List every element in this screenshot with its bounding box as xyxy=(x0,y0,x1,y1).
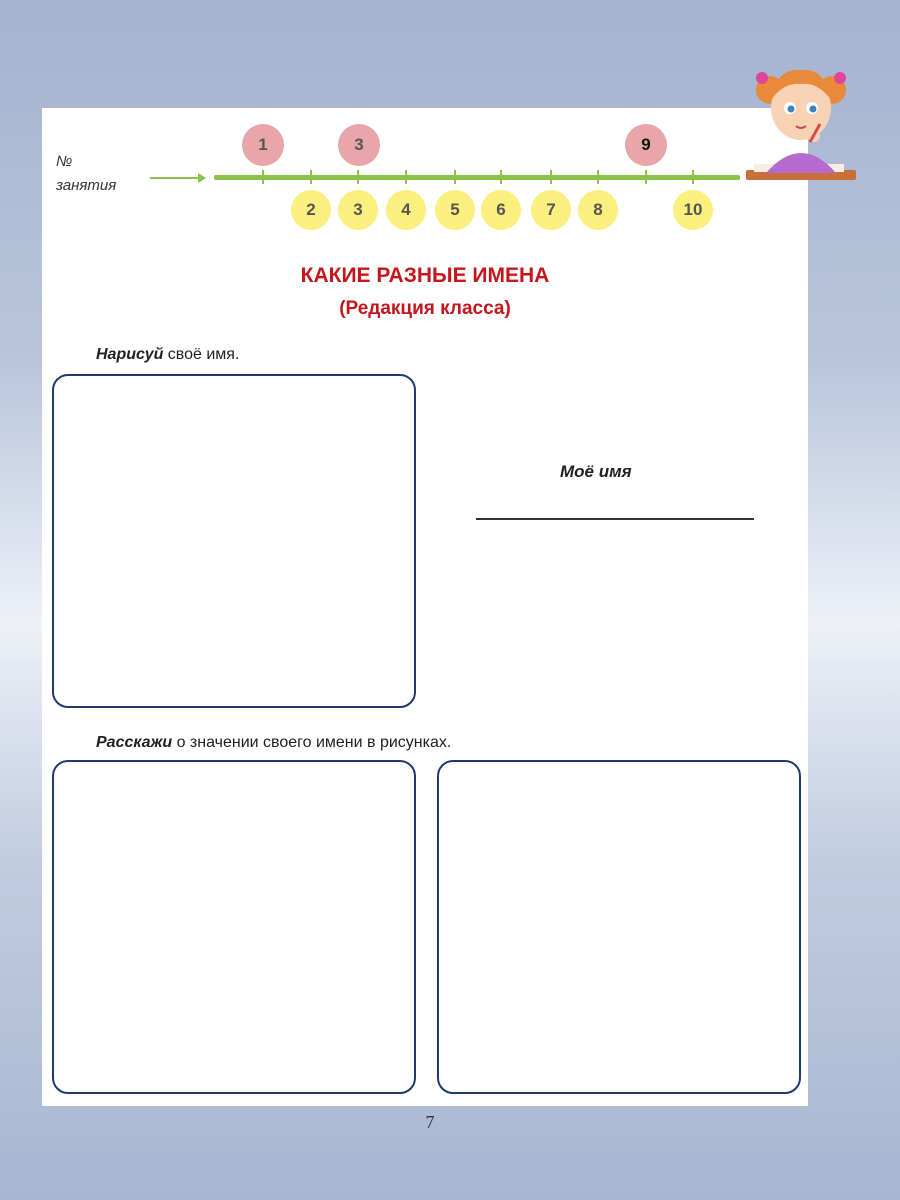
lesson-circle-upcoming: 3 xyxy=(338,190,378,230)
lesson-circle-upcoming: 5 xyxy=(435,190,475,230)
task-text: о значении своего имени в рисунках. xyxy=(172,734,452,751)
lesson-circle-completed: 3 xyxy=(338,124,380,166)
lesson-circle-completed: 1 xyxy=(242,124,284,166)
lesson-circle-upcoming: 4 xyxy=(386,190,426,230)
timeline-tick xyxy=(597,170,599,184)
timeline-tick xyxy=(550,170,552,184)
timeline-tick xyxy=(454,170,456,184)
lesson-circle-current: 9 xyxy=(625,124,667,166)
lesson-timeline xyxy=(214,175,740,180)
task-draw-name-instruction xyxy=(96,346,239,364)
task-verb: Нарисуй xyxy=(96,346,164,363)
my-name-label: Моё имя xyxy=(560,462,632,481)
lesson-circle-upcoming: 7 xyxy=(531,190,571,230)
lesson-label-word: занятия xyxy=(56,177,117,194)
task-text: своё имя. xyxy=(163,346,240,363)
page-subtitle: (Редакция класса) xyxy=(339,298,511,319)
arrow-right-icon xyxy=(150,177,202,179)
timeline-tick xyxy=(692,170,694,184)
lesson-number-label xyxy=(56,150,116,198)
task-verb: Расскажи xyxy=(96,734,173,751)
timeline-tick xyxy=(645,170,647,184)
draw-name-box[interactable] xyxy=(52,374,416,708)
girl-illustration-icon xyxy=(726,38,876,188)
meaning-drawing-box-right[interactable] xyxy=(437,760,801,1094)
page-title: КАКИЕ РАЗНЫЕ ИМЕНА xyxy=(300,264,550,287)
lesson-circle-upcoming: 8 xyxy=(578,190,618,230)
timeline-tick xyxy=(500,170,502,184)
timeline-tick xyxy=(357,170,359,184)
lesson-circle-upcoming: 2 xyxy=(291,190,331,230)
lesson-label-symbol: № xyxy=(56,153,73,170)
lesson-circle-upcoming: 10 xyxy=(673,190,713,230)
page-number: 7 xyxy=(425,1112,435,1132)
timeline-tick xyxy=(405,170,407,184)
meaning-drawing-box-left[interactable] xyxy=(52,760,416,1094)
timeline-tick xyxy=(310,170,312,184)
task-tell-meaning-instruction xyxy=(96,734,451,752)
lesson-circle-upcoming: 6 xyxy=(481,190,521,230)
my-name-input-line[interactable] xyxy=(476,518,754,520)
timeline-tick xyxy=(262,170,264,184)
